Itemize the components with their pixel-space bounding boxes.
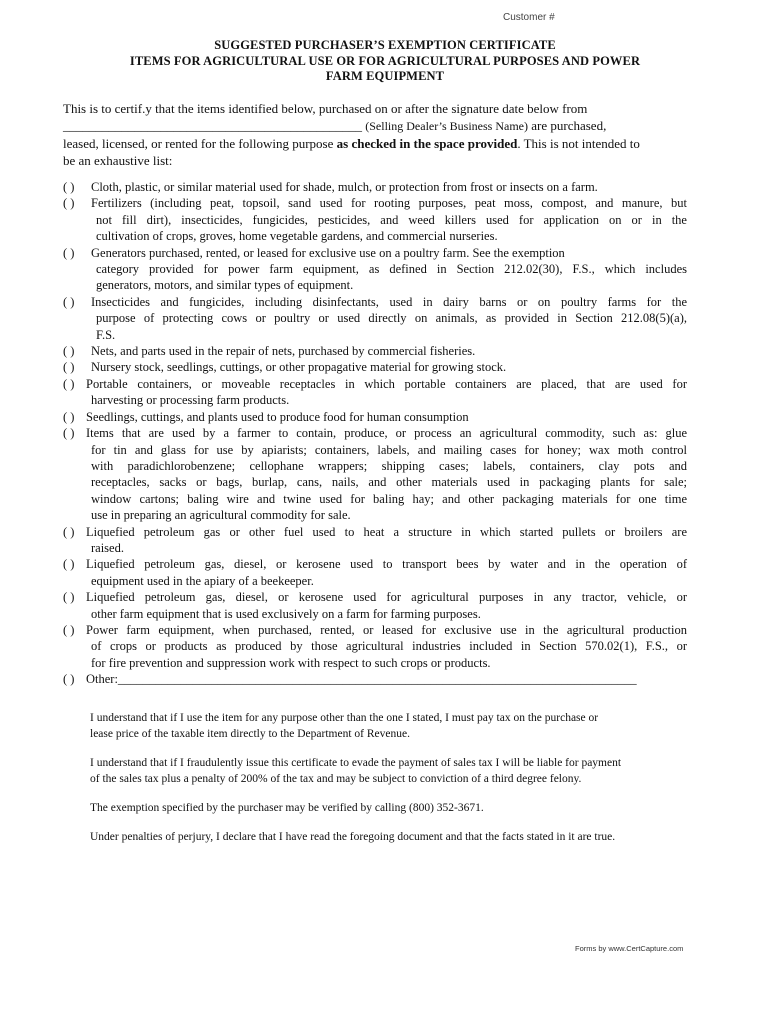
checklist-item-line: not fill dirt), insecticides, fungicides, pesticides, and weed killers used for application on or in the: [96, 212, 687, 227]
checklist-item: [63, 671, 687, 687]
checklist-item: [63, 245, 687, 294]
title-line-2: ITEMS FOR AGRICULTURAL USE OR FOR AGRICULTURAL PURPOSES AND POWER: [129, 53, 641, 68]
checklist-item-line: Fertilizers (including peat, topsoil, sand used for rooting purposes, peat moss, compost, and manure, but: [91, 196, 687, 211]
intro-line-3: [63, 135, 687, 152]
checklist-item-line: of crops or products as produced by those agricultural industries included in Section 570.02(1), F.S., or: [91, 639, 687, 654]
checkbox-blank[interactable]: ( ): [63, 409, 75, 424]
intro-line-3-post: . This is not intended to: [517, 136, 640, 151]
checkbox-blank[interactable]: ( ): [63, 524, 75, 539]
checklist-item: [63, 409, 687, 425]
checklist-item-line: harvesting or processing farm products.: [91, 393, 290, 408]
checklist-item-line: Nets, and parts used in the repair of nets, purchased by commercial fisheries.: [91, 344, 476, 359]
declaration-statement: [90, 829, 680, 845]
intro-line-4: be an exhaustive list:: [63, 153, 173, 168]
checklist-item-line: Cloth, plastic, or similar material used for shade, mulch, or protection from frost or insects on a farm.: [91, 180, 598, 194]
checklist-item-line: Liquefied petroleum gas, diesel, or kerosene used to transport bees by water and in the operation of: [86, 557, 687, 572]
checklist-item-line: Liquefied petroleum gas, diesel, or kerosene used for agricultural purposes in any tractor, vehicle, or: [86, 590, 687, 605]
checklist-item-line: Liquefied petroleum gas or other fuel used to heat a structure in which started pullets or broilers are: [86, 524, 687, 539]
checklist-item: [63, 425, 687, 523]
title-line-1: SUGGESTED PURCHASER’S EXEMPTION CERTIFICATE: [214, 38, 556, 52]
checklist-item: [63, 622, 687, 671]
checklist-item: [63, 294, 687, 343]
checkbox-blank[interactable]: ( ): [63, 376, 75, 391]
checkbox-blank[interactable]: ( ): [63, 180, 75, 194]
checklist-item-line: for fire prevention and suppression work with respect to such crops or products.: [91, 655, 491, 670]
declaration-line: Under penalties of perjury, I declare that I have read the foregoing document and that the facts stated in it are true.: [90, 831, 616, 843]
footer-credit: Forms by www.CertCapture.com: [575, 944, 684, 953]
checkbox-blank[interactable]: ( ): [63, 245, 75, 260]
checklist-item-line: F.S.: [96, 327, 116, 342]
declaration-line: of the sales tax plus a penalty of 200% of the tax and may be subject to conviction of a third degree felony.: [90, 773, 582, 785]
checklist-item: [63, 359, 687, 375]
intro-line-3-pre: leased, licensed, or rented for the following purpose: [63, 136, 334, 151]
declaration-statement: [90, 755, 680, 787]
selling-dealer-label: (Selling Dealer’s Business Name): [365, 119, 528, 133]
checkbox-blank[interactable]: ( ): [63, 557, 75, 572]
checklist-item-line: cultivation of crops, groves, home vegetable gardens, and commercial nurseries.: [96, 229, 498, 244]
checklist-item: [63, 376, 687, 409]
checklist-item-line: purpose of protecting cows or poultry or used directly on animals, as provided in Section 212.08(5)(a),: [96, 311, 687, 326]
checklist-item-line: Insecticides and fungicides, including disinfectants, used in dairy barns or on poultry farms for the: [91, 294, 687, 309]
checklist-item-line: Generators purchased, rented, or leased for exclusive use on a poultry farm. See the exemption: [91, 245, 565, 260]
checklist-item-line: raised.: [91, 540, 124, 555]
intro-line-2: [63, 117, 687, 135]
checklist-item: [63, 589, 687, 622]
checklist-item-line: Other:___________________________________________________________________________________: [86, 672, 637, 687]
checklist-item-line: window cartons; baling wire and twine used for baling hay; and other packaging materials for one time: [91, 491, 687, 506]
checklist-item-line: Power farm equipment, when purchased, rented, or leased for exclusive use in the agricultural production: [86, 622, 687, 637]
intro-line-1: This is to certif.y that the items identified below, purchased on or after the signature date below from: [63, 101, 588, 116]
checklist-item-line: Seedlings, cuttings, and plants used to produce food for human consumption: [86, 409, 469, 424]
checkbox-blank[interactable]: ( ): [63, 294, 75, 309]
checklist-item-line: Items that are used by a farmer to contain, produce, or process an agricultural commodity, such as: glue: [86, 426, 687, 441]
intro-line-2-rest: are purchased,: [531, 118, 607, 133]
title-line-3: FARM EQUIPMENT: [325, 69, 445, 83]
checklist-item-line: equipment used in the apiary of a beekeeper.: [91, 573, 314, 588]
checklist-item-line: category provided for power farm equipment, as defined in Section 212.02(30), F.S., which includes: [96, 262, 687, 277]
checklist-item: [63, 195, 687, 244]
intro-line-3-bold: as checked in the space provided: [336, 136, 518, 151]
checklist-item-line: Portable containers, or moveable receptacles in which portable containers are placed, that are used for: [86, 376, 687, 391]
checkbox-blank[interactable]: ( ): [63, 590, 75, 605]
declaration-line: I understand that if I fraudulently issue this certificate to evade the payment of sales tax I will be liable for payment: [90, 757, 622, 769]
intro-paragraph: [63, 100, 687, 169]
checkbox-blank[interactable]: ( ): [63, 426, 75, 441]
checklist-item: [63, 556, 687, 589]
declaration-line: I understand that if I use the item for any purpose other than the one I stated, I must pay tax on the purchase or: [90, 712, 599, 724]
checklist-item-line: receptacles, sacks or bags, burlap, cans, nails, and other materials used in packaging plants for sale;: [91, 475, 687, 490]
declaration-line: lease price of the taxable item directly to the Department of Revenue.: [90, 728, 410, 740]
checklist-item-line: for tin and glass for use by apiarists; containers, labels, and mailing cases for honey; wax moth control: [91, 442, 687, 457]
checklist-item: [63, 179, 687, 195]
checkbox-blank[interactable]: ( ): [63, 672, 75, 687]
checkbox-blank[interactable]: ( ): [63, 344, 75, 359]
checklist-item-line: Nursery stock, seedlings, cuttings, or other propagative material for growing stock.: [91, 360, 507, 375]
checklist-item-line: use in preparing an agricultural commodity for sale.: [91, 508, 351, 523]
checkbox-blank[interactable]: ( ): [63, 196, 75, 211]
purpose-checklist: [63, 179, 687, 688]
selling-dealer-name-field[interactable]: ______________________________________________: [63, 118, 362, 133]
checklist-item-line: other farm equipment that is used exclusively on a farm for farming purposes.: [91, 606, 481, 621]
checkbox-blank[interactable]: ( ): [63, 622, 75, 637]
checkbox-blank[interactable]: ( ): [63, 360, 75, 375]
checklist-item-line: with paradichlorobenzene; cellophane wrappers; shipping cases; labels, containers, clay pots and: [91, 458, 687, 473]
checklist-item: [63, 343, 687, 359]
declaration-line: The exemption specified by the purchaser may be verified by calling (800) 352-3671.: [90, 802, 484, 814]
customer-number-label: Customer #: [503, 12, 555, 23]
checklist-item-line: generators, motors, and similar types of equipment.: [96, 278, 354, 293]
certificate-title: [0, 38, 770, 85]
declaration-statement: [90, 710, 680, 742]
declaration-statement: [90, 800, 680, 816]
checklist-item: [63, 524, 687, 557]
declaration-statements: [90, 710, 680, 858]
